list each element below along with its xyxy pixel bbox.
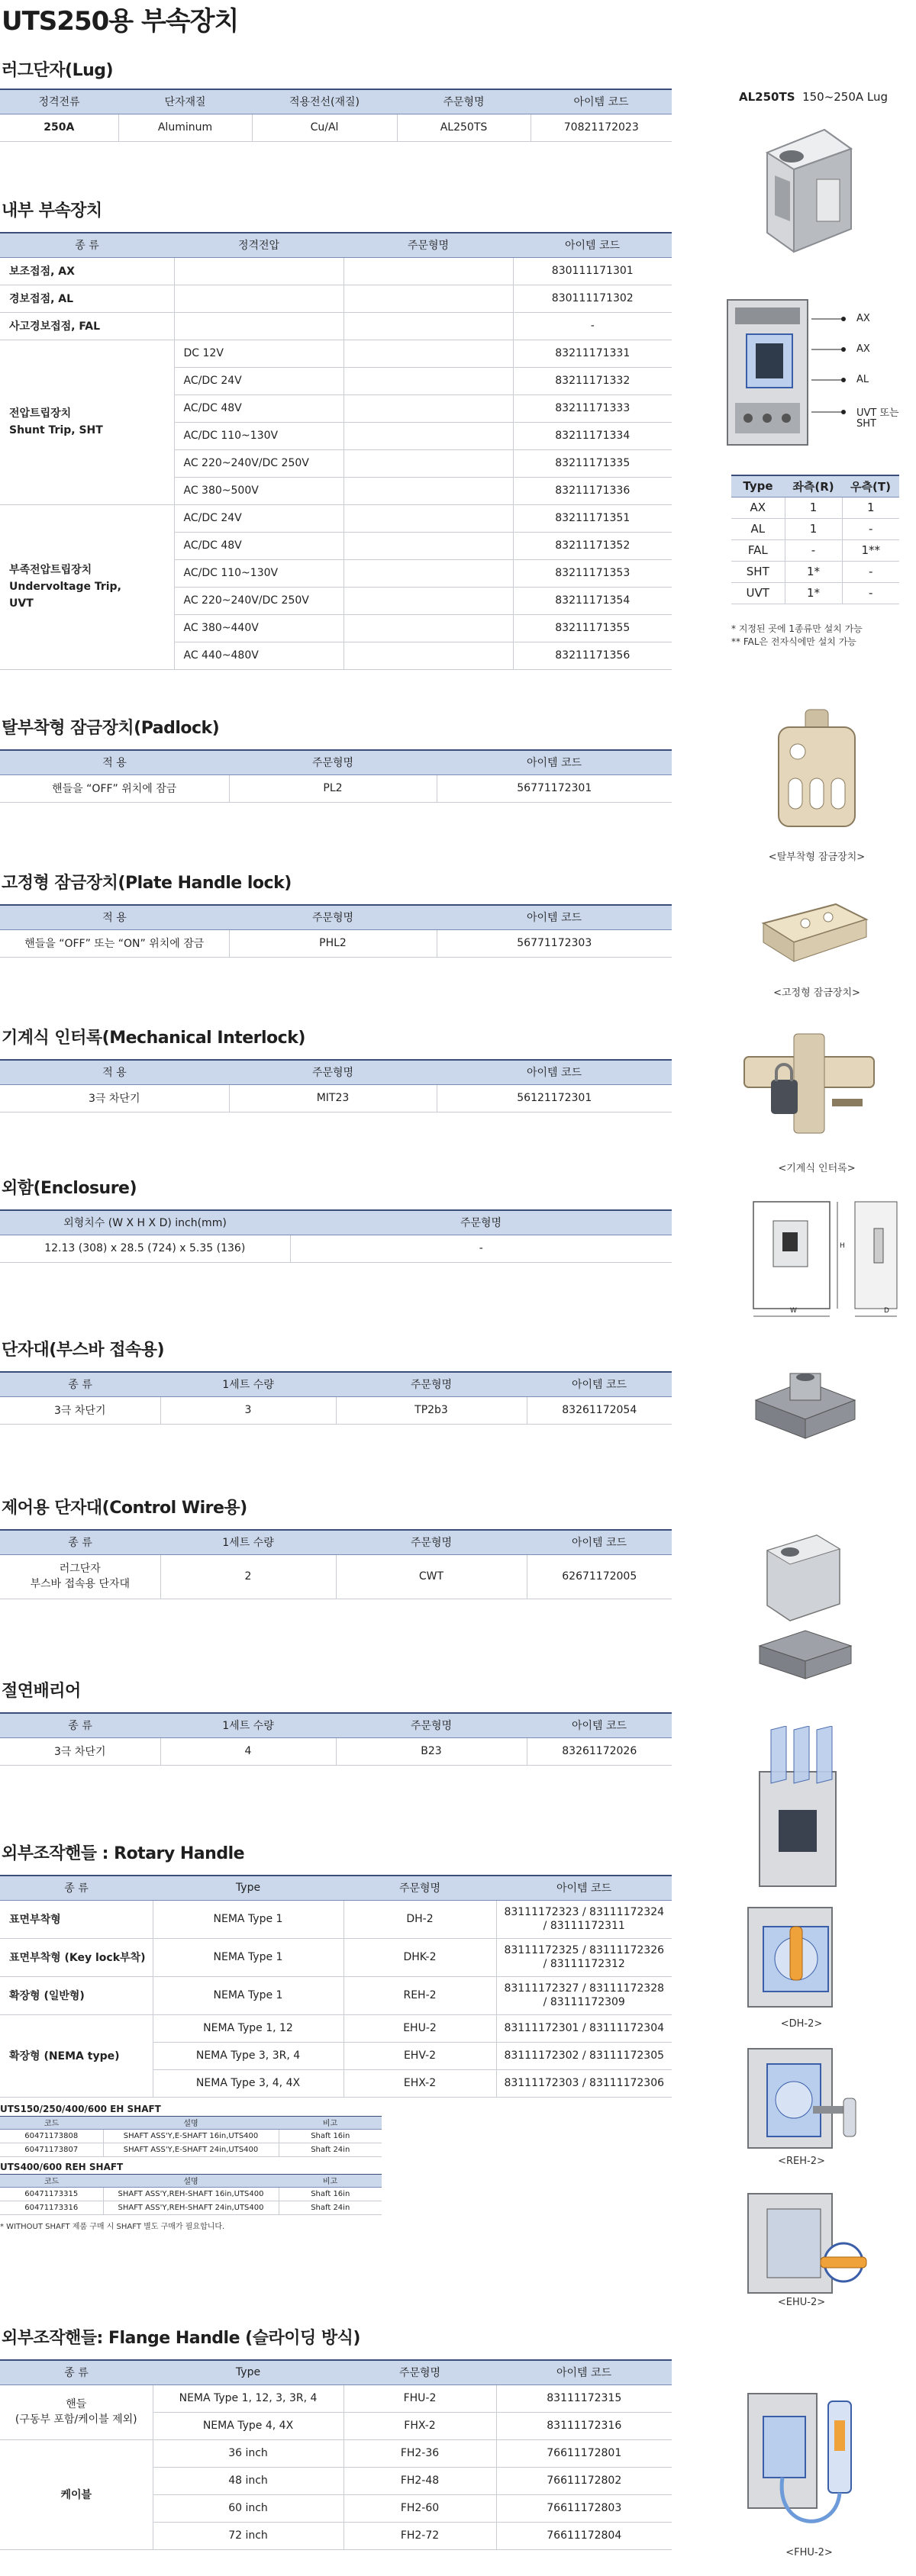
table-row: NEMA Type 3, 3R, 4 EHV-2 83111172302 / 83111172305 — [0, 2042, 672, 2069]
col-header: 비고 — [279, 2174, 382, 2187]
interlock-caption: <기계식 인터록> — [778, 1163, 856, 1174]
fhu2-caption: <FHU-2> — [785, 2547, 833, 2558]
internal-table — [0, 232, 672, 670]
col-header: 아이템 코드 — [437, 905, 672, 929]
shaft2-title: UTS400/600 REH SHAFT — [0, 2161, 124, 2172]
breaker-internal-image — [724, 296, 811, 449]
controlwire-table — [0, 1529, 672, 1599]
col-header: Type — [731, 475, 785, 497]
table-row: AC/DC 110~130V 83211171334 — [0, 422, 672, 449]
table-row: 확장형 (NEMA type) NEMA Type 1, 12 EHU-2 83111172301 / 83111172304 — [0, 2014, 672, 2042]
interlock-image — [740, 1026, 878, 1141]
col-header: 적 용 — [0, 750, 229, 774]
col-header: 1세트 수량 — [160, 1530, 336, 1554]
col-header: 아이템 코드 — [527, 1372, 672, 1396]
table-row: 부족전압트립장치 Undervoltage Trip, UVT AC/DC 24V 83211171351 — [0, 504, 672, 532]
table-row: 60471173316 SHAFT ASS'Y,REH-SHAFT 24in,UTS400 Shaft 24in — [0, 2201, 382, 2214]
col-header: 좌측(R) — [785, 475, 842, 497]
padlock-table — [0, 749, 672, 803]
table-row: 사고경보접점, FAL - — [0, 312, 672, 340]
col-header: 아이템 코드 — [527, 1713, 672, 1737]
annotation-leader-lines — [811, 313, 850, 443]
col-header: 정격전압 — [174, 233, 344, 257]
table-row: 3극 차단기 MIT23 56121172301 — [0, 1084, 672, 1112]
col-header: 아이템 코드 — [531, 89, 672, 114]
section-title: 외부조작핸들: Flange Handle (슬라이딩 방식) — [2, 2329, 360, 2348]
plate-caption: <고정형 잠금장치> — [773, 987, 860, 999]
control-wire-image — [752, 1528, 859, 1684]
table-row: 전압트립장치 Shunt Trip, SHT DC 12V 83211171331 — [0, 340, 672, 367]
label-ax: AX — [856, 313, 870, 324]
reh2-image — [744, 2045, 866, 2152]
section-title: 내부 부속장치 — [2, 201, 102, 221]
col-header: 종 류 — [0, 1876, 153, 1900]
reh2-caption: <REH-2> — [778, 2156, 825, 2167]
col-header: 아이템 코드 — [513, 233, 672, 257]
plate-lock-image — [752, 893, 874, 969]
col-header: 정격전류 — [0, 89, 118, 114]
ehu2-image — [744, 2190, 874, 2297]
col-header: Type — [153, 1876, 344, 1900]
ehu2-caption: <EHU-2> — [777, 2297, 826, 2308]
label-uvt: UVT 또는 — [856, 407, 899, 419]
type-position-table — [731, 475, 899, 604]
interlock-table — [0, 1059, 672, 1113]
lug-image-label: AL250TS 150~250A Lug — [739, 90, 889, 104]
controlwire-section — [0, 1497, 672, 1599]
table-row: 확장형 (일반형) NEMA Type 1 REH-2 83111172327 / 83111172328 / 83111172309 — [0, 1976, 672, 2014]
table-row: 표면부착형 NEMA Type 1 DH-2 83111172323 / 83111172324 / 83111172311 — [0, 1900, 672, 1938]
col-header: 외형치수 (W X H X D) inch(mm) — [0, 1210, 290, 1235]
col-header: 주문형명 — [336, 1530, 527, 1554]
col-header: 아이템 코드 — [437, 1060, 672, 1084]
internal-section — [0, 200, 672, 670]
busbar-terminal-image — [748, 1362, 863, 1446]
dh2-caption: <DH-2> — [780, 2018, 823, 2030]
padlock-image — [767, 706, 866, 832]
barrier-image — [752, 1726, 859, 1890]
table-row: 핸들을 “OFF” 또는 “ON” 위치에 잠금 PHL2 56771172303 — [0, 929, 672, 957]
busbar-section — [0, 1339, 672, 1425]
barrier-table — [0, 1712, 672, 1766]
padlock-section — [0, 717, 672, 803]
col-header: Type — [153, 2360, 344, 2384]
table-row: AC/DC 48V 83211171333 — [0, 394, 672, 422]
flange-section — [0, 2327, 672, 2550]
section-title: 러그단자(Lug) — [2, 61, 114, 80]
lug-table — [0, 89, 672, 142]
lug-image — [752, 122, 859, 256]
col-header: 주문형명 — [344, 2360, 496, 2384]
table-row: AC/DC 110~130V 83211171353 — [0, 559, 672, 587]
section-title: 고정형 잠금장치(Plate Handle lock) — [2, 874, 292, 893]
table-row: NEMA Type 4, 4X FHX-2 83111172316 — [0, 2412, 672, 2439]
table-row: 60471173315 SHAFT ASS'Y,REH-SHAFT 16in,UTS400 Shaft 16in — [0, 2187, 382, 2201]
table-row: 72 inch FH2-72 76611172804 — [0, 2522, 672, 2549]
type-note-1: * 지정된 곳에 1종류만 설치 가능 — [731, 623, 863, 634]
col-header: 적 용 — [0, 905, 229, 929]
table-row: 표면부착형 (Key lock부착) NEMA Type 1 DHK-2 83111172325 / 83111172326 / 83111172312 — [0, 1938, 672, 1976]
col-header: 주문형명 — [290, 1210, 672, 1235]
uvt-label: 부족전압트립장치 Undervoltage Trip, UVT — [0, 504, 174, 669]
table-row: AC 220~240V/DC 250V 83211171354 — [0, 587, 672, 614]
table-row: AL 1 - — [731, 518, 899, 539]
table-row: 48 inch FH2-48 76611172802 — [0, 2467, 672, 2494]
table-row: 60471173807 SHAFT ASS'Y,E-SHAFT 24in,UTS400 Shaft 24in — [0, 2143, 382, 2156]
table-row: 핸들 (구동부 포함/케이블 제외) NEMA Type 1, 12, 3, 3R, 4 FHU-2 83111172315 — [0, 2384, 672, 2412]
rotary-table — [0, 1875, 672, 2098]
table-row: NEMA Type 3, 4, 4X EHX-2 83111172303 / 83111172306 — [0, 2069, 672, 2097]
interlock-section — [0, 1027, 672, 1113]
table-row: 3극 차단기 3 TP2b3 83261172054 — [0, 1396, 672, 1424]
col-header: 코드 — [0, 2116, 103, 2129]
dh2-image — [744, 1904, 859, 2011]
sht-label: 전압트립장치 Shunt Trip, SHT — [0, 340, 174, 504]
col-header: 주문형명 — [229, 750, 437, 774]
table-row: 12.13 (308) x 28.5 (724) x 5.35 (136) - — [0, 1235, 672, 1262]
table-row: UVT 1* - — [731, 582, 899, 604]
table-row: 3극 차단기 4 B23 83261172026 — [0, 1737, 672, 1765]
table-row: 60 inch FH2-60 76611172803 — [0, 2494, 672, 2522]
lug-section — [0, 60, 672, 142]
col-header: 아이템 코드 — [496, 1876, 672, 1900]
table-row: 60471173808 SHAFT ASS'Y,E-SHAFT 16in,UTS400 Shaft 16in — [0, 2129, 382, 2143]
col-header: 설명 — [103, 2174, 279, 2187]
table-row: 러그단자 부스바 접속용 단자대 2 CWT 62671172005 — [0, 1554, 672, 1599]
section-title: 탈부착형 잠금장치(Padlock) — [2, 719, 220, 738]
section-title: 외함(Enclosure) — [2, 1179, 137, 1198]
col-header: 1세트 수량 — [160, 1713, 336, 1737]
rotary-section — [0, 1843, 672, 2231]
table-row: SHT 1* - — [731, 561, 899, 582]
section-title: 절연배리어 — [2, 1682, 81, 1701]
table-row: AC 440~480V 83211171356 — [0, 642, 672, 669]
dim-h-label: H — [840, 1242, 845, 1250]
col-header: 주문형명 — [336, 1372, 527, 1396]
col-header: 코드 — [0, 2174, 103, 2187]
enclosure-table — [0, 1209, 672, 1263]
flange-table — [0, 2359, 672, 2550]
col-header: 주문형명 — [229, 1060, 437, 1084]
label-al: AL — [856, 374, 869, 385]
col-header: 아이템 코드 — [496, 2360, 672, 2384]
section-title: 기계식 인터록(Mechanical Interlock) — [2, 1029, 305, 1048]
table-row: 경보접점, AL 830111171302 — [0, 285, 672, 312]
col-header: 아이템 코드 — [527, 1530, 672, 1554]
col-header: 적 용 — [0, 1060, 229, 1084]
table-row: AC 380~500V 83211171336 — [0, 477, 672, 504]
shaft2-table — [0, 2174, 382, 2215]
table-row: AC/DC 48V 83211171352 — [0, 532, 672, 559]
col-header: 종 류 — [0, 233, 174, 257]
section-title: 외부조작핸들 : Rotary Handle — [2, 1844, 245, 1863]
table-row: 케이블 36 inch FH2-36 76611172801 — [0, 2439, 672, 2467]
enclosure-drawing — [752, 1198, 905, 1324]
col-header: 1세트 수량 — [160, 1372, 336, 1396]
col-header: 아이템 코드 — [437, 750, 672, 774]
col-header: 단자재질 — [118, 89, 252, 114]
table-row: 보조접점, AX 830111171301 — [0, 257, 672, 285]
section-title: 제어용 단자대(Control Wire용) — [2, 1499, 247, 1518]
dim-d-label: D — [884, 1307, 889, 1315]
col-header: 비고 — [279, 2116, 382, 2129]
dim-w-label: W — [790, 1307, 797, 1315]
plate-section — [0, 872, 672, 958]
col-header: 종 류 — [0, 2360, 153, 2384]
col-header: 주문형명 — [397, 89, 531, 114]
label-sht: SHT — [856, 418, 876, 430]
col-header: 주문형명 — [229, 905, 437, 929]
type-note-2: ** FAL은 전자식에만 설치 가능 — [731, 636, 856, 647]
busbar-table — [0, 1371, 672, 1425]
col-header: 주문형명 — [344, 233, 513, 257]
page-title: UTS250용 부속장치 — [2, 6, 239, 37]
shaft-note: * WITHOUT SHAFT 제품 구매 시 SHAFT 별도 구매가 필요합니다. — [0, 2222, 225, 2231]
fhu2-image — [744, 2390, 866, 2542]
shaft1-title: UTS150/250/400/600 EH SHAFT — [0, 2103, 161, 2114]
plate-table — [0, 904, 672, 958]
padlock-caption: <탈부착형 잠금장치> — [768, 852, 866, 863]
table-row: AC/DC 24V 83211171332 — [0, 367, 672, 394]
enclosure-section — [0, 1177, 672, 1263]
col-header: 주문형명 — [336, 1713, 527, 1737]
col-header: 주문형명 — [344, 1876, 496, 1900]
col-header: 종 류 — [0, 1530, 160, 1554]
col-header: 종 류 — [0, 1713, 160, 1737]
table-row: 250A Aluminum Cu/Al AL250TS 70821172023 — [0, 114, 672, 141]
table-row: AX 1 1 — [731, 497, 899, 518]
table-row: FAL - 1** — [731, 539, 899, 561]
table-row: AC 220~240V/DC 250V 83211171335 — [0, 449, 672, 477]
table-row: AC 380~440V 83211171355 — [0, 614, 672, 642]
col-header: 설명 — [103, 2116, 279, 2129]
col-header: 우측(T) — [842, 475, 899, 497]
col-header: 종 류 — [0, 1372, 160, 1396]
barrier-section — [0, 1680, 672, 1766]
label-ax: AX — [856, 343, 870, 355]
section-title: 단자대(부스바 접속용) — [2, 1341, 165, 1360]
table-row: 핸들을 “OFF” 위치에 잠금 PL2 56771172301 — [0, 774, 672, 802]
col-header: 적용전선(재질) — [252, 89, 397, 114]
shaft1-table — [0, 2116, 382, 2157]
